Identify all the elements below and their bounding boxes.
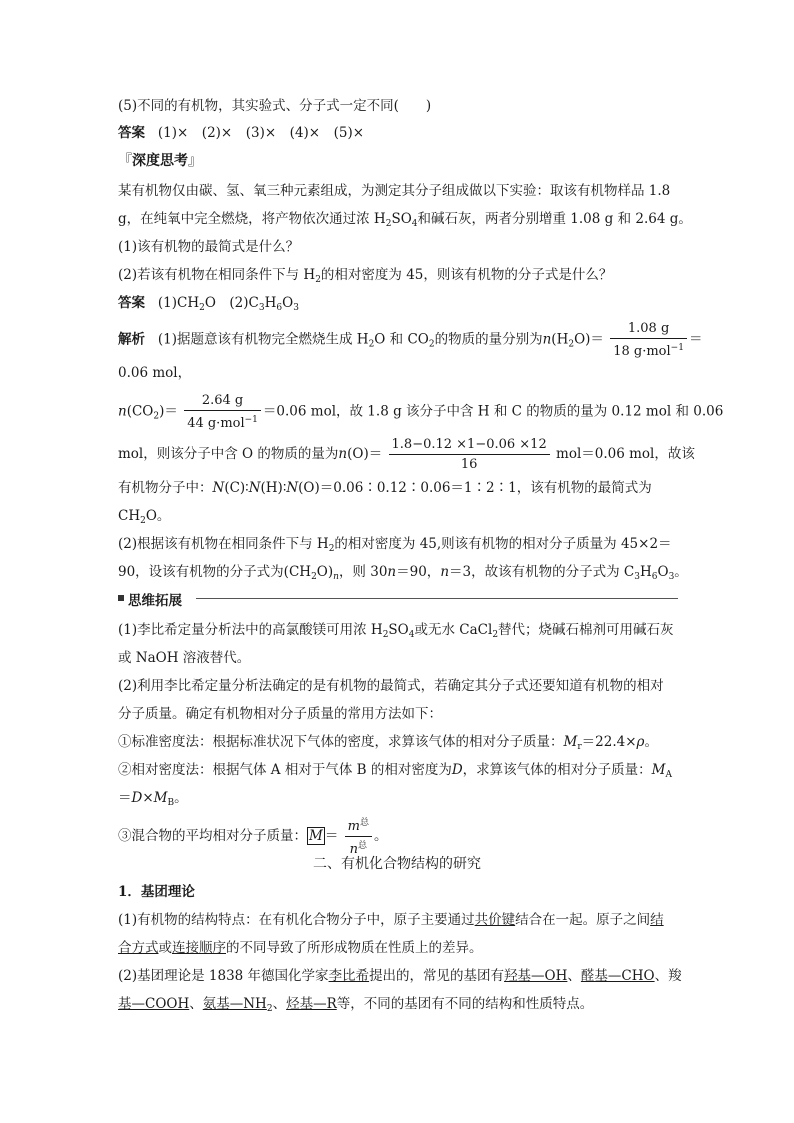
deep-think-heading: 『深度思考』 xyxy=(118,153,202,169)
extension-line-7: $=D\times M_B$。 xyxy=(118,790,188,808)
question-1: (1)该有机物的最简式是什么？ xyxy=(118,239,300,255)
thinking-extension-heading: 思维拓展 xyxy=(118,591,678,605)
analysis-line-5: 有机物分子中：N(C)∶N(H)∶N(O)＝0.06∶0.12∶0.06＝1∶2∶1，该有机物的最简式为 xyxy=(118,480,652,496)
structure-line-1: (1)有机物的结构特点：在有机化合物分子中，原子主要通过共价键结合在一起。原子之间结 xyxy=(118,912,664,928)
analysis-line-8: 90，设该有机物的分子式为$(CH_2O)_n$，则 30n＝90，n＝3，故该有机物的分子式为 $C_3H_6O_3$。 xyxy=(118,564,688,582)
extension-line-3: (2)利用李比希定量分析法确定的是有机物的最简式，若确定其分子式还要知道有机物的相对 xyxy=(118,678,664,694)
analysis-line-7: (2)根据该有机物在相同条件下与 $H_2$的相对密度为 45,则该有机物的相对分子质量为 45×2＝ xyxy=(118,536,672,554)
analysis-line-2: 0.06 mol， xyxy=(118,365,192,381)
extension-line-5: ①标准密度法：根据标准状况下气体的密度，求算该气体的相对分子质量：$M_r=22.4\times\rho$。 xyxy=(118,734,658,752)
question-2: (2)若该有机物在相同条件下与 $H_2$的相对密度为 45，则该有机物的分子式是什么？ xyxy=(118,267,613,285)
extension-line-8: ③混合物的平均相对分子质量： M ＝ $\frac{m^总}{n^总}$ 。 xyxy=(118,815,387,858)
structure-line-2: 合方式或连接顺序的不同导致了所形成物质在性质上的差异。 xyxy=(118,940,483,956)
structure-line-4: 基—COOH、氨基$—NH_2$、烃基—R等，不同的基团有不同的结构和性质特点。 xyxy=(118,996,594,1014)
extension-line-6: ②相对密度法：根据气体 A 相对于气体 B 的相对密度为D，求算该气体的相对分子质量：$M_A$ xyxy=(118,762,672,780)
extension-line-4: 分子质量。确定有机物相对分子质量的常用方法如下： xyxy=(118,706,442,722)
answer-label: 答案 xyxy=(118,125,145,141)
structure-line-3: (2)基团理论是 1838 年德国化学家李比希提出的，常见的基团有羟基—OH、醛基—CHO、羧 xyxy=(118,968,682,984)
intro-line-2: g，在纯氧中完全燃烧，将产物依次通过浓 $H_2SO_4$和碱石灰，两者分别增重 1.08 g 和 2.64 g。 xyxy=(118,211,692,229)
fraction-oxygen: $\frac{1.8-0.12 \times 1-0.06 \times 12}{16}$ xyxy=(389,436,550,473)
intro-line-1: 某有机物仅由碳、氢、氧三种元素组成，为测定其分子组成做以下实验：取该有机物样品 1.8 xyxy=(118,183,671,199)
subsection-title: 1．基团理论 xyxy=(118,884,195,900)
answer-2: 答案 $(1)CH_2O$ $(2)C_3H_6O_3$ xyxy=(118,295,299,313)
answer-1: 答案 (1)× (2)× (3)× (4)× (5)× xyxy=(118,125,365,141)
divider xyxy=(196,598,678,599)
square-bullet-icon xyxy=(118,595,124,601)
question-5: (5)不同的有机物，其实验式、分子式一定不同( ) xyxy=(118,98,432,114)
extension-line-1: (1)李比希定量分析法中的高氯酸镁可用浓 $H_2SO_4$或无水 CaCl$_2$替代；烧碱石棉剂可用碱石灰 xyxy=(118,622,674,640)
analysis-line-4: mol，则该分子中含 O 的物质的量为n(O)＝ $\frac{1.8-0.12 \times 1-0.06 \times 12}{16}$ mol＝0.06 mol，故该 xyxy=(118,437,695,472)
section-title: 二、有机化合物结构的研究 xyxy=(313,856,481,872)
fraction-water: $\frac{1.08 g}{18 g\cdot mol^{-1}}$ xyxy=(610,320,687,360)
fraction-average-mass: $\frac{m^总}{n^总}$ xyxy=(345,815,372,858)
analysis-line-3: $n(CO_2)=$ $\frac{2.64 g}{44 g\cdot mol^{-1}}$ ＝0.06 mol，故 1.8 g 该分子中含 H 和 C 的物质的量为 0.12 mol 和 0.06 xyxy=(118,393,724,431)
fraction-co2: $\frac{2.64 g}{44 g\cdot mol^{-1}}$ xyxy=(184,392,261,432)
analysis-line-1: 解析 (1)据题意该有机物完全燃烧生成 $H_2O$ 和 $CO_2$的物质的量分别为$n(H_2O)=$ $\frac{1.08 g}{18 g\cdot mol^{-1}}$ ＝ xyxy=(118,321,703,359)
analysis-line-6: $CH_2O$。 xyxy=(118,508,171,526)
extension-line-2: 或 NaOH 溶液替代。 xyxy=(118,650,251,666)
